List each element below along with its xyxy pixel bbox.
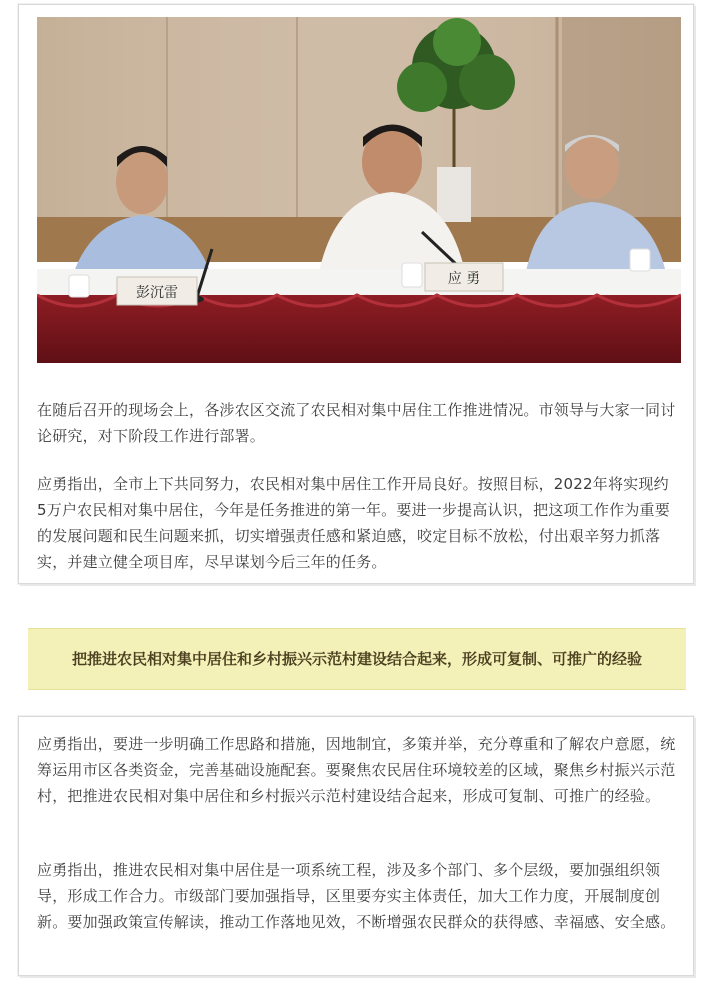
article-card-bottom [18,716,694,976]
article-card-top [18,4,694,584]
paragraph: 应勇指出，推进农民相对集中居住是一项系统工程，涉及多个部门、多个层级，要加强组织领导，形成工作合力。市级部门要加强指导，区里要夯实主体责任，加大工作力度，开展制度创新。要加强政策宣传解读，推动工作落地见效，不断增强农民群众的获得感、幸福感、安全感。 [37,861,676,931]
paragraph: 应勇指出，要进一步明确工作思路和措施，因地制宜，多策并举，充分尊重和了解农户意愿，统筹运用市区各类资金，完善基础设施配套。要聚焦农民居住环境较差的区域，聚焦乡村振兴示范村，把推进农民相对集中居住和乡村振兴示范村建设结合起来，形成可复制、可推广的经验。 [37,735,676,805]
section-heading: 把推进农民相对集中居住和乡村振兴示范村建设结合起来，形成可复制、可推广的经验 [71,650,642,668]
nameplate-left [117,277,197,305]
section-heading-banner [28,628,686,690]
nameplate-label: 应 勇 [447,271,481,287]
nameplate-center [425,263,503,291]
meeting-photo [37,17,681,363]
nameplate-label: 彭沉雷 [136,285,178,301]
paragraph: 应勇指出，全市上下共同努力，农民相对集中居住工作开局良好。按照目标，2022年将实现约5万户农民相对集中居住，今年是任务推进的第一年。要进一步提高认识，把这项工作作为重要的发展问题和民生问题来抓，切实增强责任感和紧迫感，咬定目标不放松，付出艰辛努力抓落实，并建立健全项目库，尽早谋划今后三年的任务。 [37,475,670,571]
paragraph: 在随后召开的现场会上，各涉农区交流了农民相对集中居住工作推进情况。市领导与大家一同讨论研究，对下阶段工作进行部署。 [37,401,676,445]
